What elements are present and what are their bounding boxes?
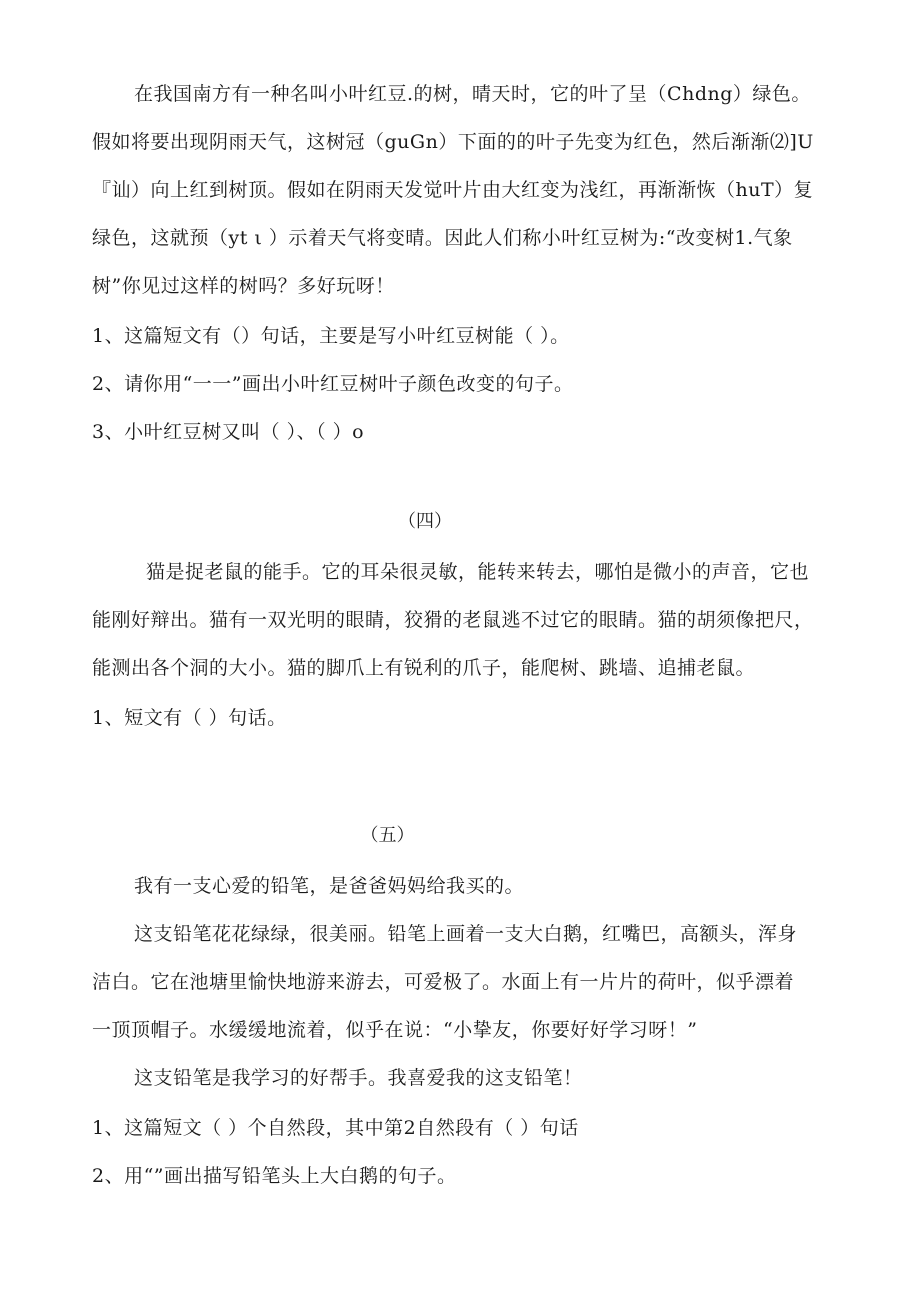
passage4-title: （四） [398, 511, 452, 532]
passage3-line-2: 假如将要出现阴雨天气，这树冠（guGn）下面的的叶子先变为红色，然后渐渐⑵]U [92, 131, 814, 153]
passage5-title: （五） [360, 825, 415, 846]
passage5-line-5: 这支铅笔是我学习的好帮手。我喜爱我的这支铅笔！ [134, 1067, 583, 1089]
passage3-question-1: 1、这篇短文有（）句话，主要是写小叶红豆树能（ ）。 [92, 325, 570, 347]
passage5-line-2: 这支铅笔花花绿绿，很美丽。铅笔上画着一支大白鹅，红嘴巴，高额头，浑身 [134, 923, 798, 945]
passage3-line-3: 『讪）向上红到树顶。假如在阴雨天发觉叶片由大红变为浅红，再渐渐恢（huT）复 [92, 179, 814, 201]
passage3-question-2: 2、请你用“一一”画出小叶红豆树叶子颜色改变的句子。 [92, 373, 574, 395]
passage3-line-1: 在我国南方有一种名叫小叶红豆.的树，晴天时，它的叶了呈（Chdng）绿色。 [134, 83, 811, 105]
passage5-question-2: 2、用“”画出描写铅笔头上大白鹅的句子。 [92, 1165, 457, 1187]
passage5-line-1: 我有一支心爱的铅笔，是爸爸妈妈给我买的。 [134, 875, 525, 897]
passage5-line-4: 一顶顶帽子。水缓缓地流着，似乎在说：“小挚友，你要好好学习呀！” [92, 1019, 698, 1041]
passage4-line-1: 猫是捉老鼠的能手。它的耳朵很灵敏，能转来转去，哪怕是微小的声音，它也 [146, 561, 810, 583]
passage5-line-3: 洁白。它在池塘里愉快地游来游去，可爱极了。水面上有一片片的荷叶，似乎漂着 [92, 971, 795, 993]
passage3-question-3: 3、小叶红豆树又叫（ ）、（ ）o [92, 421, 365, 443]
passage3-line-5: 树”你见过这样的树吗？多好玩呀！ [92, 275, 395, 297]
passage4-line-3: 能测出各个洞的大小。猫的脚爪上有锐利的爪子，能爬树、跳墙、追捕老鼠。 [92, 657, 756, 679]
passage5-question-1: 1、这篇短文（ ）个自然段，其中第2自然段有（ ）句话 [92, 1117, 579, 1139]
passage4-line-2: 能刚好辩出。猫有一双光明的眼睛，狡猾的老鼠逃不过它的眼睛。猫的胡须像把尺， [92, 609, 814, 631]
passage3-line-4: 绿色，这就预（yt ι ）示着天气将变晴。因此人们称小叶红豆树为:“改变树1.气象 [92, 227, 793, 249]
passage4-question-1: 1、短文有（ ）句话。 [92, 707, 287, 729]
